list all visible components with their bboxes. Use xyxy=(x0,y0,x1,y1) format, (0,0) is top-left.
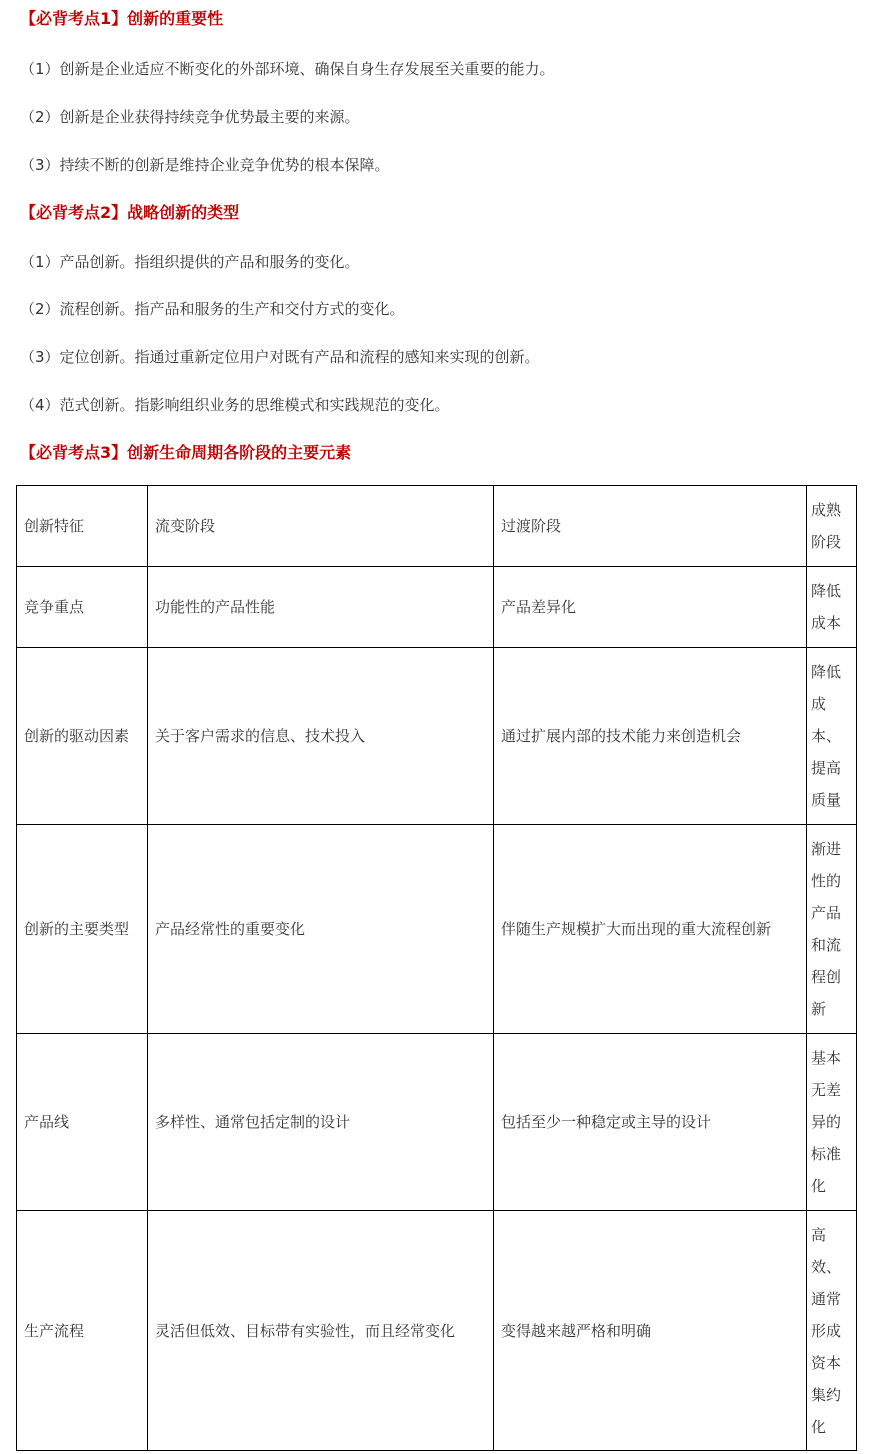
table-cell: 多样性、通常包括定制的设计 xyxy=(148,1034,494,1211)
section-2-item-4: （4）范式创新。指影响组织业务的思维模式和实践规范的变化。 xyxy=(20,396,450,414)
table-cell: 包括至少一种稳定或主导的设计 xyxy=(494,1034,807,1211)
table-cell: 变得越来越严格和明确 xyxy=(494,1211,807,1451)
table-cell: 基本无差异的标准化 xyxy=(807,1034,857,1211)
section-1-item-3: （3）持续不断的创新是维持企业竞争优势的根本保障。 xyxy=(20,156,390,174)
table-cell: 高效、通常形成资本集约化 xyxy=(807,1211,857,1451)
table-cell: 创新特征 xyxy=(17,486,148,567)
table-cell: 竞争重点 xyxy=(17,567,148,648)
table-row xyxy=(17,1211,857,1451)
table-cell: 过渡阶段 xyxy=(494,486,807,567)
section-2-heading: 【必背考点2】战略创新的类型 xyxy=(20,203,240,222)
table-cell: 产品线 xyxy=(17,1034,148,1211)
section-2-item-3: （3）定位创新。指通过重新定位用户对既有产品和流程的感知来实现的创新。 xyxy=(20,348,540,366)
table-row xyxy=(17,1034,857,1211)
table-cell: 产品经常性的重要变化 xyxy=(148,825,494,1034)
table-cell: 创新的主要类型 xyxy=(17,825,148,1034)
table-cell: 流变阶段 xyxy=(148,486,494,567)
section-3-heading: 【必背考点3】创新生命周期各阶段的主要元素 xyxy=(20,443,352,462)
table-cell: 创新的驱动因素 xyxy=(17,648,148,825)
table-cell: 产品差异化 xyxy=(494,567,807,648)
table-cell: 伴随生产规模扩大而出现的重大流程创新 xyxy=(494,825,807,1034)
section-1-item-1: （1）创新是企业适应不断变化的外部环境、确保自身生存发展至关重要的能力。 xyxy=(20,60,555,78)
table-cell: 渐进性的产品和流程创新 xyxy=(807,825,857,1034)
section-1-heading: 【必背考点1】创新的重要性 xyxy=(20,9,224,28)
table-cell: 功能性的产品性能 xyxy=(148,567,494,648)
table-cell: 关于客户需求的信息、技术投入 xyxy=(148,648,494,825)
table-cell: 通过扩展内部的技术能力来创造机会 xyxy=(494,648,807,825)
section-1-item-2: （2）创新是企业获得持续竞争优势最主要的来源。 xyxy=(20,108,360,126)
table-cell: 灵活但低效、目标带有实验性，而且经常变化 xyxy=(148,1211,494,1451)
lifecycle-table xyxy=(16,485,857,1451)
table-cell: 生产流程 xyxy=(17,1211,148,1451)
table-cell: 成熟阶段 xyxy=(807,486,857,567)
table-row xyxy=(17,567,857,648)
section-2-item-1: （1）产品创新。指组织提供的产品和服务的变化。 xyxy=(20,253,360,271)
section-2-item-2: （2）流程创新。指产品和服务的生产和交付方式的变化。 xyxy=(20,300,405,318)
table-row xyxy=(17,648,857,825)
table-cell: 降低成本 xyxy=(807,567,857,648)
table-row xyxy=(17,825,857,1034)
table-row xyxy=(17,486,857,567)
table-cell: 降低成本、提高质量 xyxy=(807,648,857,825)
